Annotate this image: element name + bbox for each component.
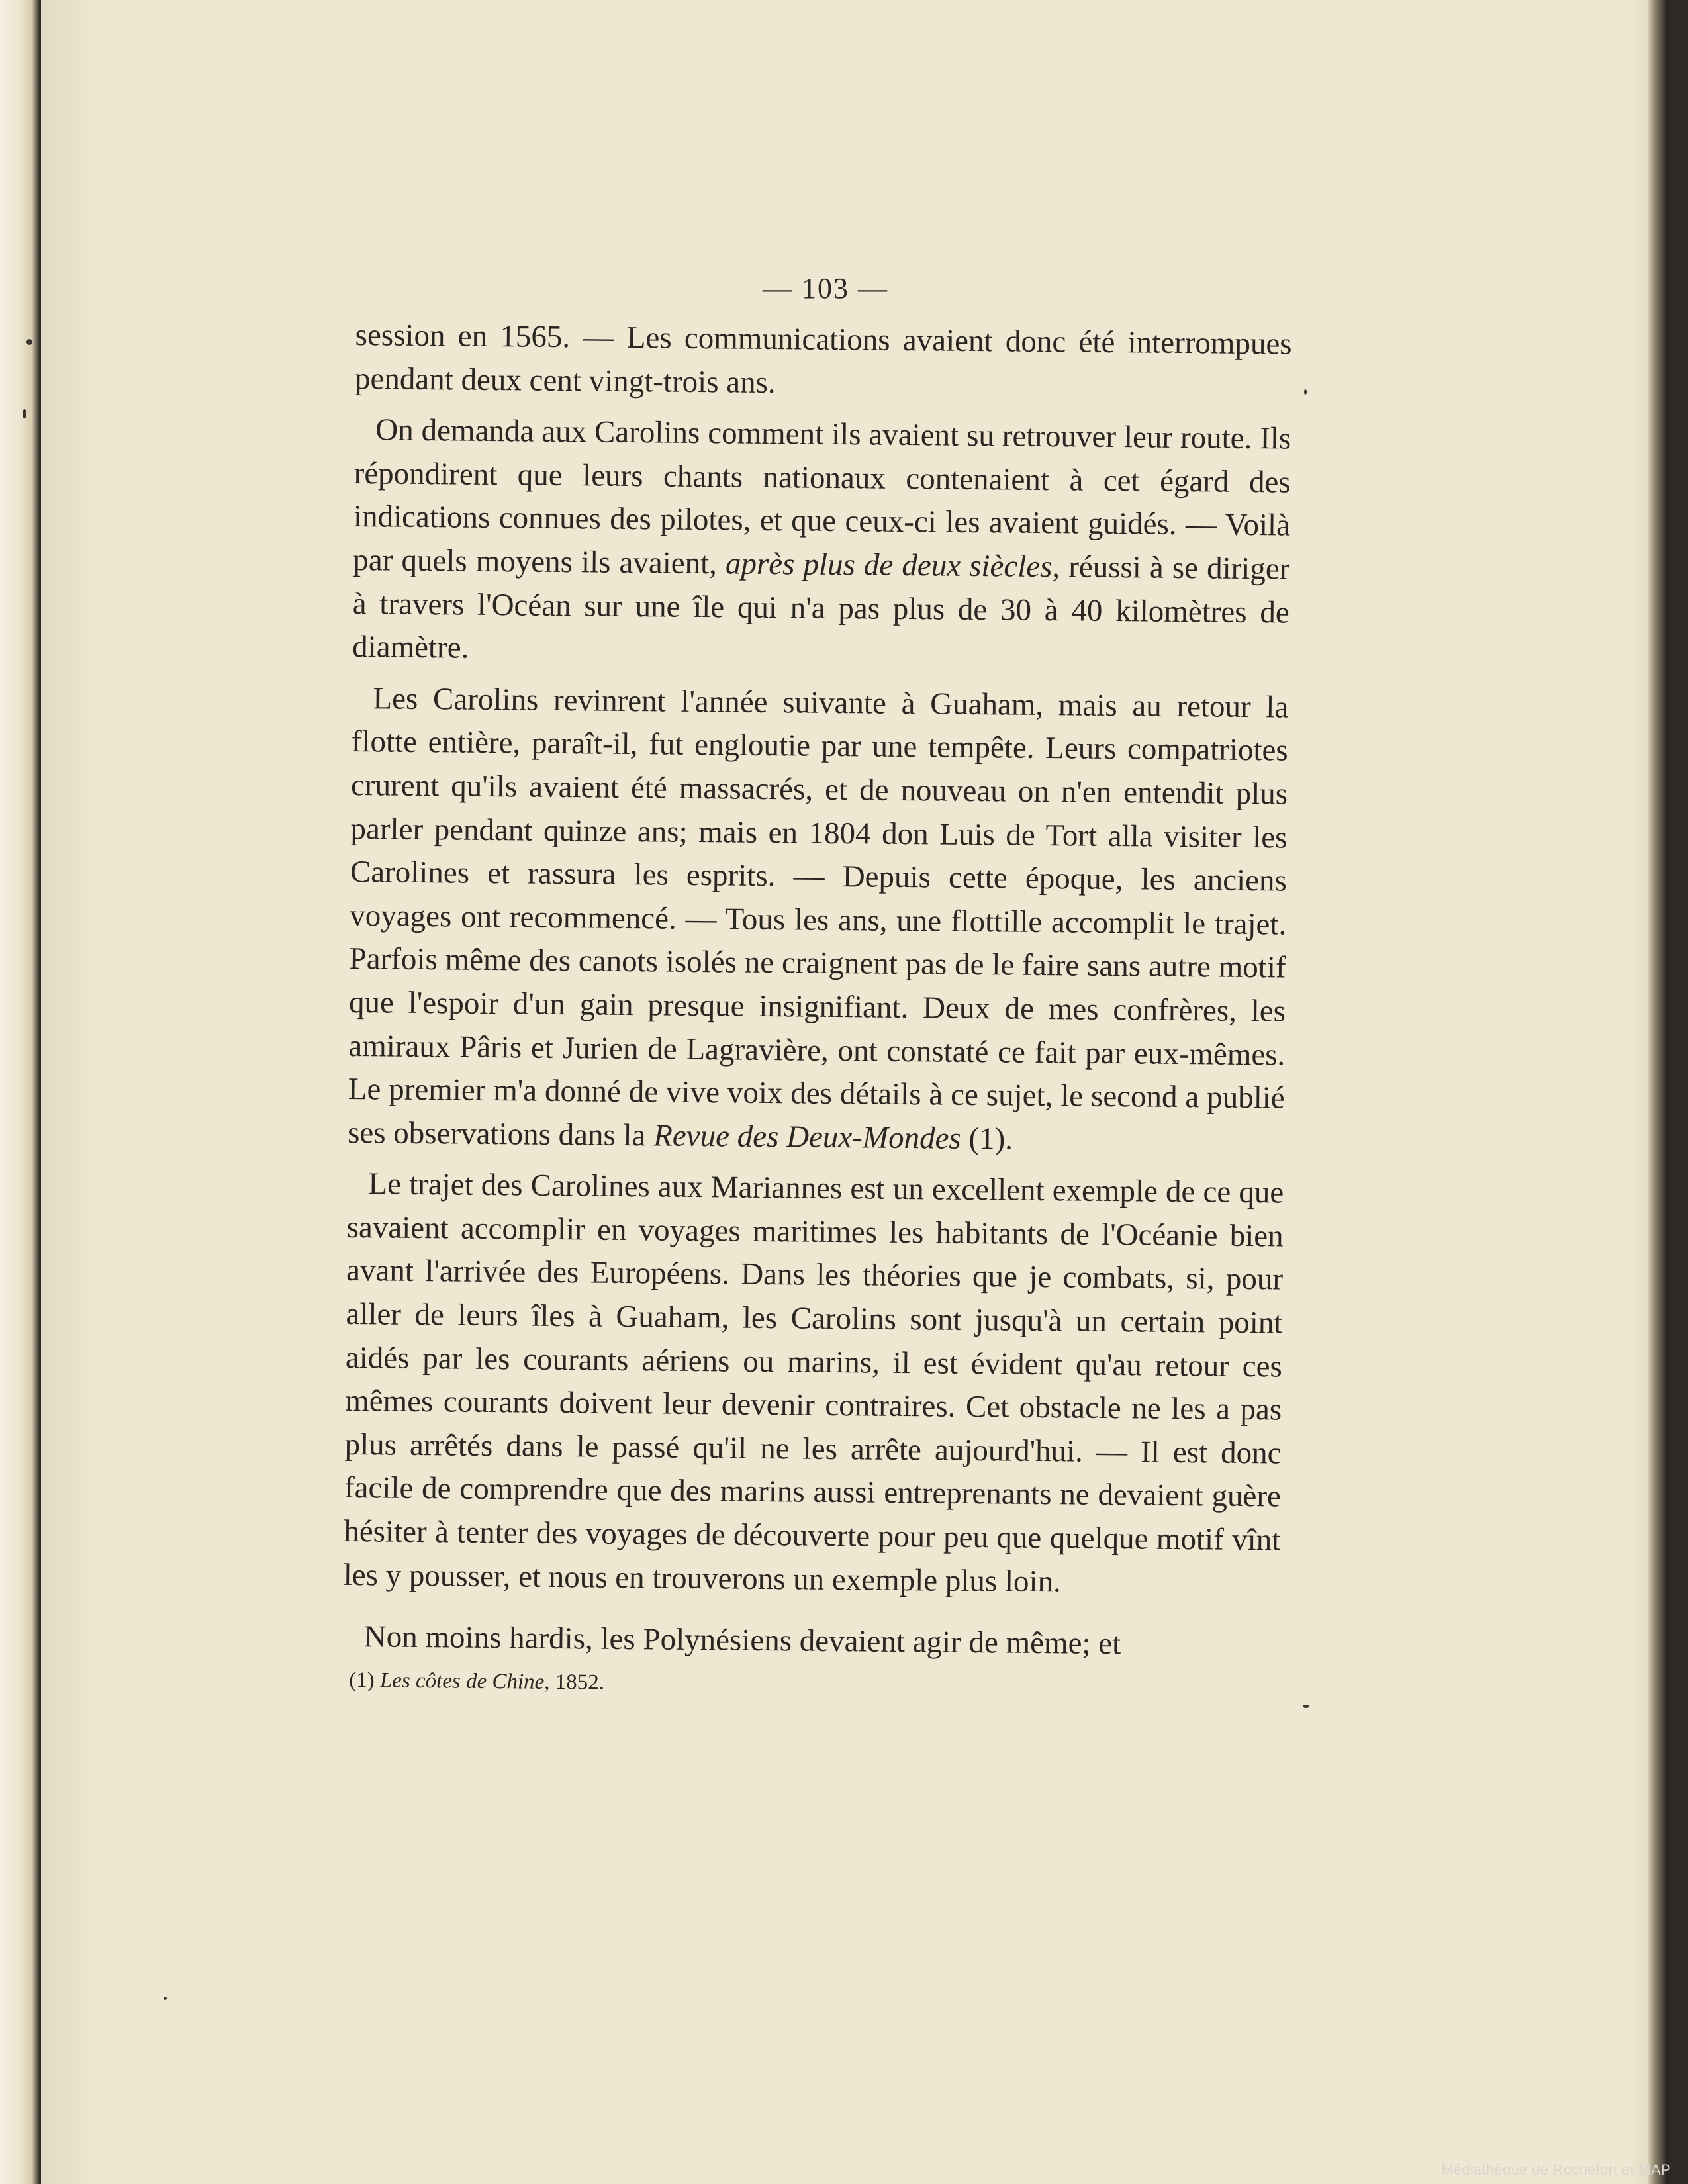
ink-speck: [164, 1997, 167, 2000]
paragraph-3: [348, 677, 1289, 1164]
paragraph-5: Non moins hardis, les Polynésiens devaient agir de même; et: [363, 1619, 1121, 1662]
ink-speck: [23, 409, 26, 418]
paragraph-2-end: réussi à se diriger à travers l'Océan sur une île qui n'a pas plus de 30 à 40 kilomètres de diamètre.: [352, 549, 1290, 665]
page-right-edge: [1648, 0, 1668, 2184]
book-page: [41, 0, 1668, 2184]
paragraph-3-italic: Revue des Deux-Mondes: [653, 1118, 961, 1156]
paragraph-3-end: (1).: [961, 1121, 1013, 1157]
footnote-marker: (1): [349, 1668, 375, 1693]
paragraph-3-start: Les Carolins revinrent l'année suivante à Guaham, mais au retour la flotte entière, paraît-il, fut engloutie par une tempête. Leurs compatriotes crurent qu'ils avaient été massacrés, et de nouveau on n'en entendit plus parler pendant quinze ans; mais en 1804 don Luis de Tort alla visiter les Carolines et rassura les esprits. — Depuis cette époque, les anciens voyages ont recommencé. — Tous les ans, une flottille accomplit le trajet. Parfois même des canots isolés ne craignent pas de le faire sans autre motif que l'espoir d'un gain presque insignifiant. Deux de mes confrères, les amiraux Pâris et Jurien de Lagravière, ont constaté ce fait par eux-mêmes. Le premier m'a donné de vive voix des détails à ce sujet, le second a publié ses observations dans la: [347, 681, 1289, 1153]
facing-page-edge: [0, 0, 40, 2184]
paragraph-1: session en 1565. — Les communications avaient donc été interrompues pendant deux cent vingt-trois ans.: [354, 317, 1292, 400]
page-body: [342, 314, 1292, 1703]
footnote-date: , 1852.: [544, 1670, 605, 1695]
ink-speck: [1303, 1705, 1309, 1708]
ink-speck: [1304, 389, 1307, 395]
library-watermark: Médiathèque de Rochefort et MAP: [1441, 2161, 1671, 2178]
footnote: [342, 1666, 1279, 1704]
footnote-title: Les côtes de Chine: [379, 1668, 545, 1694]
paragraph-2-italic: après plus de deux siècles,: [725, 546, 1060, 585]
ink-speck: [26, 339, 32, 345]
paragraph-4: Le trajet des Carolines aux Mariannes est un excellent exemple de ce que savaient accomplir en voyages maritimes les habitants de l'Océanie bien avant l'arrivée des Européens. Dans les théories que je combats, si, pour aller de leurs îles à Guaham, les Carolins sont jusqu'à un certain point aidés par les courants aériens ou marins, il est évident qu'au retour ces mêmes courants doivent leur devenir contraires. Cet obstacle ne les a pas plus arrêtés dans le passé qu'il ne les arrête aujourd'hui. — Il est donc facile de comprendre que des marins aussi entreprenants ne devaient guère hésiter à tenter des voyages de découverte pour peu que quelque motif vînt les y pousser, et nous en trouverons un exemple plus loin.: [343, 1166, 1284, 1599]
paragraph-2: [352, 408, 1291, 678]
page-number: — 103 —: [763, 272, 888, 305]
paragraph-2-start: On demanda aux Carolins comment ils avaient su retrouver leur route. Ils répondirent que leurs chants nationaux contenaient à cet égard des indications connues des pilotes, et que ceux-ci les avaient guidés. — Voilà par quels moyens ils avaient,: [353, 412, 1291, 581]
